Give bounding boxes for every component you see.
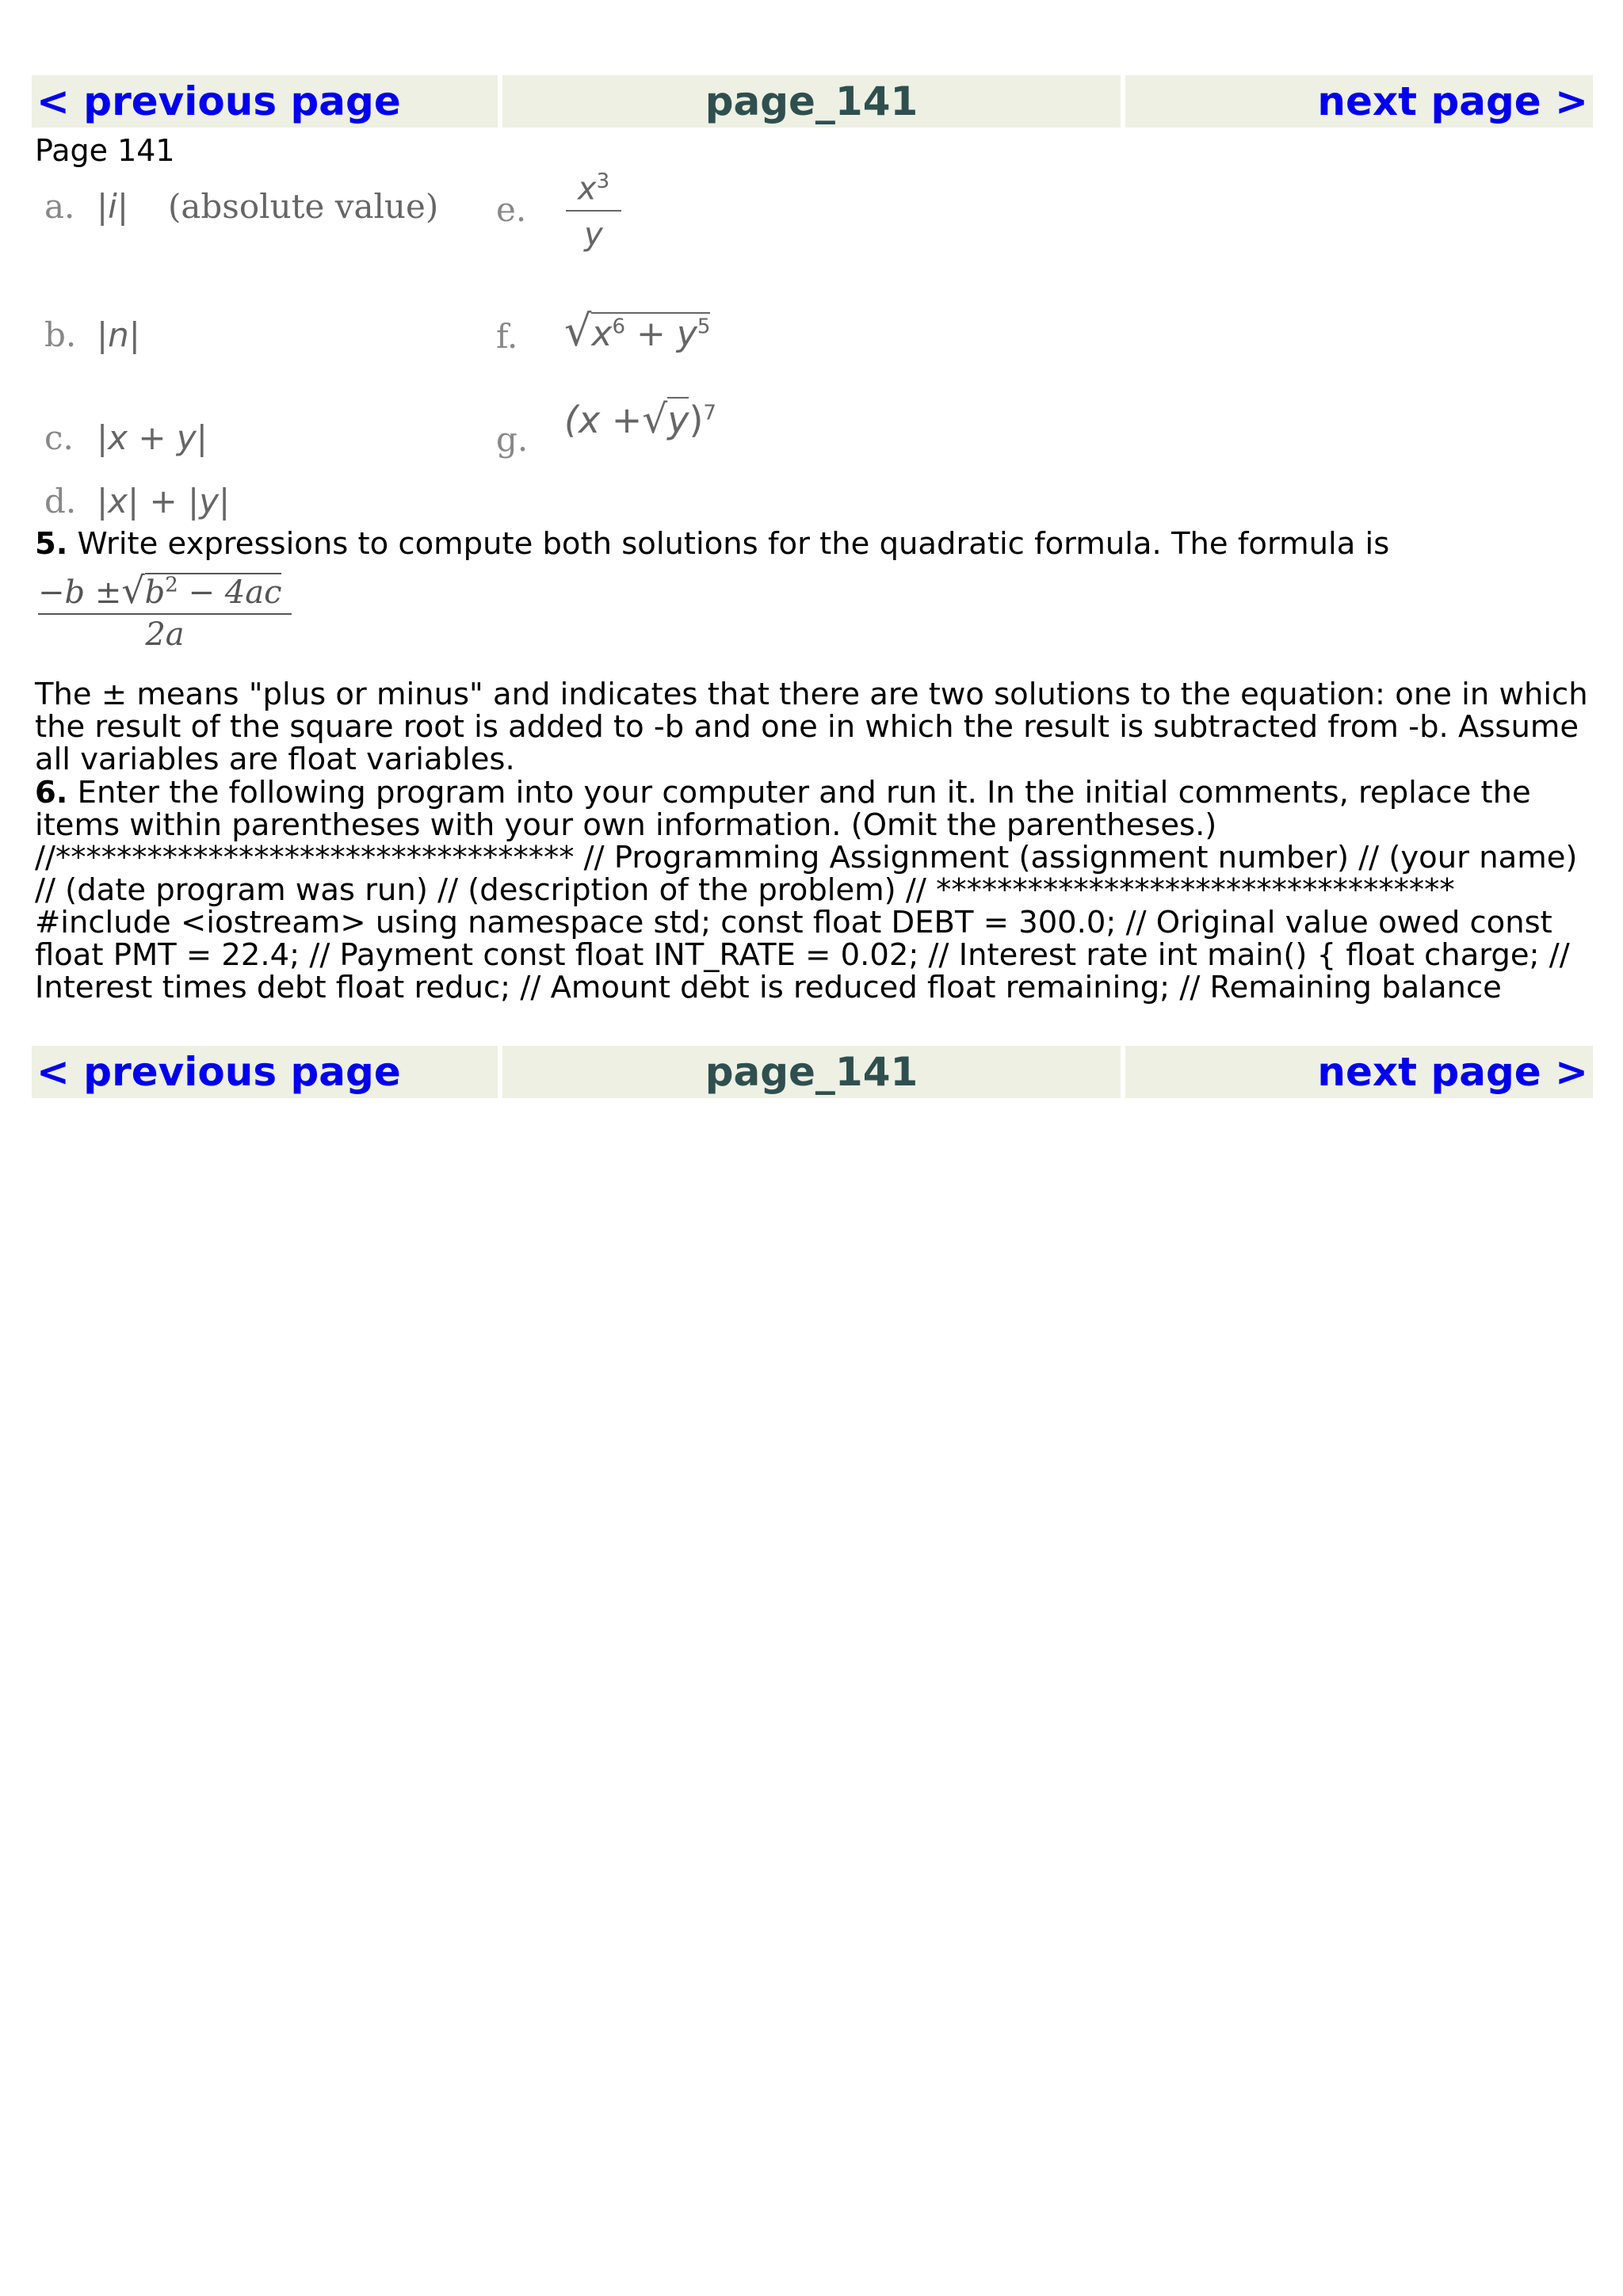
item-b-expr: |n| — [97, 315, 140, 354]
previous-page-link-bottom[interactable]: < previous page — [32, 1046, 498, 1098]
question-5-explanation: The ± means "plus or minus" and indicates that there are two solutions to the equation: one in which the result of the square root is added to -b and one in which the result is subtracted from -b. Assume all variables are float variables. — [35, 677, 1588, 777]
top-navbar — [32, 75, 1593, 128]
item-e-fraction: $\frac{x^3}{y}$ — [566, 170, 621, 253]
page-id-bottom: page_141 — [502, 1046, 1121, 1098]
item-a-note: (absolute value) — [168, 187, 439, 226]
item-e-label: e. — [496, 190, 527, 229]
question-6-text: Enter the following program into your computer and run it. In the initial comments, replace the items within parentheses with your own information. (Omit the parentheses.) — [35, 775, 1531, 843]
item-g-expr: $(x +√y)^7$ — [564, 396, 716, 442]
item-f-label: f. — [496, 317, 518, 356]
question-5-number: 5. — [35, 526, 68, 562]
question-5 — [35, 528, 1588, 560]
question-6 — [35, 776, 1588, 841]
program-code: //********************************** // Programming Assignment (assignment number) // (your name) // (date program was run) // (description of the problem) // ********************************** #include <iostream> using namespace std; const float DEBT = 300.0; // Original value owed const float PMT = 22.4; // Payment const float INT_RATE = 0.02; // Interest rate int main() { float charge; // Interest times debt float reduc; // Amount debt is reduced float remaining; // Remaining balance — [35, 840, 1578, 1005]
quadratic-formula: $-b \pm√b^2 - 4ac$ 2a — [38, 569, 292, 672]
item-b-label: b. — [44, 315, 77, 354]
next-page-link-bottom[interactable]: next page > — [1125, 1046, 1593, 1098]
question-6-number: 6. — [35, 775, 68, 810]
question-5-text: Write expressions to compute both solutions for the quadratic formula. The formula is — [77, 526, 1390, 562]
item-d-label: d. — [44, 482, 77, 521]
page-label: Page 141 — [35, 133, 175, 168]
exercise-expressions — [35, 166, 748, 527]
item-d-expr: |x| + |y| — [97, 482, 231, 521]
page-id: page_141 — [502, 75, 1121, 128]
item-c-expr: |x + y| — [97, 418, 208, 457]
item-a-label: a. — [44, 187, 75, 226]
item-f-expr: $√x^6 + y^5$ — [564, 306, 711, 356]
item-g-label: g. — [496, 420, 529, 459]
item-c-label: c. — [44, 418, 74, 457]
item-a-expr: |i| — [97, 187, 128, 226]
bottom-navbar — [32, 1046, 1593, 1098]
next-page-link[interactable]: next page > — [1125, 75, 1593, 128]
previous-page-link[interactable]: < previous page — [32, 75, 498, 128]
